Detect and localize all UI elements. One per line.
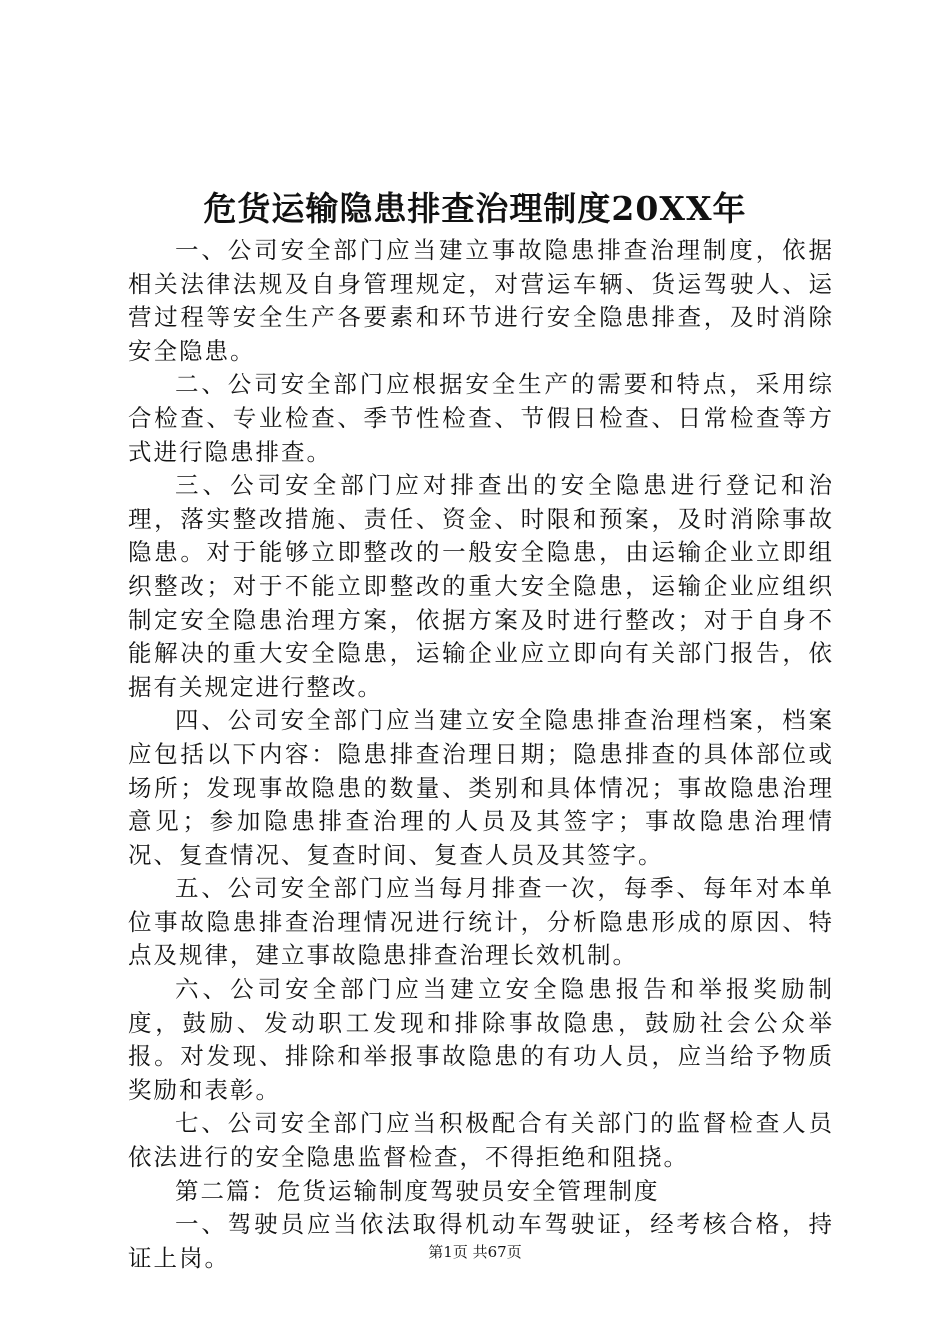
document-body: [128, 234, 834, 1275]
paragraph-9: 一、驾驶员应当依法取得机动车驾驶证，经考核合格，持证上岗。: [128, 1210, 834, 1272]
paragraph-3: 三、公司安全部门应对排查出的安全隐患进行登记和治理，落实整改措施、责任、资金、时限和预案，及时消除事故隐患。对于能够立即整改的一般安全隐患，由运输企业立即组织整改；对于不能立即整改的重大安全隐患，运输企业应组织制定安全隐患治理方案，依据方案及时进行整改；对于自身不能解决的重大安全隐患，运输企业应立即向有关部门报告，依据有关规定进行整改。: [128, 471, 834, 701]
document-title: 危货运输隐患排查治理制度20XX年: [203, 189, 747, 228]
paragraph-5: 五、公司安全部门应当每月排查一次，每季、每年对本单位事故隐患排查治理情况进行统计，分析隐患形成的原因、特点及规律，建立事故隐患排查治理长效机制。: [128, 874, 834, 970]
paragraph-2: 二、公司安全部门应根据安全生产的需要和特点，采用综合检查、专业检查、季节性检查、节假日检查、日常检查等方式进行隐患排查。: [128, 370, 834, 466]
paragraph-7: 七、公司安全部门应当积极配合有关部门的监督检查人员依法进行的安全隐患监督检查，不得拒绝和阻挠。: [128, 1109, 834, 1172]
paragraph-4: 四、公司安全部门应当建立安全隐患排查治理档案，档案应包括以下内容：隐患排查治理日期；隐患排查的具体部位或场所；发现事故隐患的数量、类别和具体情况；事故隐患治理意见；参加隐患排查治理的人员及其签字；事故隐患治理情况、复查情况、复查时间、复查人员及其签字。: [128, 706, 834, 869]
paragraph-6: 六、公司安全部门应当建立安全隐患报告和举报奖励制度，鼓励、发动职工发现和排除事故隐患，鼓励社会公众举报。对发现、排除和举报事故隐患的有功人员，应当给予物质奖励和表彰。: [128, 975, 834, 1104]
section-heading-part-two: 第二篇：危货运输制度驾驶员安全管理制度: [175, 1176, 660, 1205]
page-number-footer: 第1页 共67页: [428, 1243, 522, 1261]
paragraph-1: 一、公司安全部门应当建立事故隐患排查治理制度，依据相关法律法规及自身管理规定，对营运车辆、货运驾驶人、运营过程等安全生产各要素和环节进行安全隐患排查，及时消除安全隐患。: [128, 236, 834, 365]
